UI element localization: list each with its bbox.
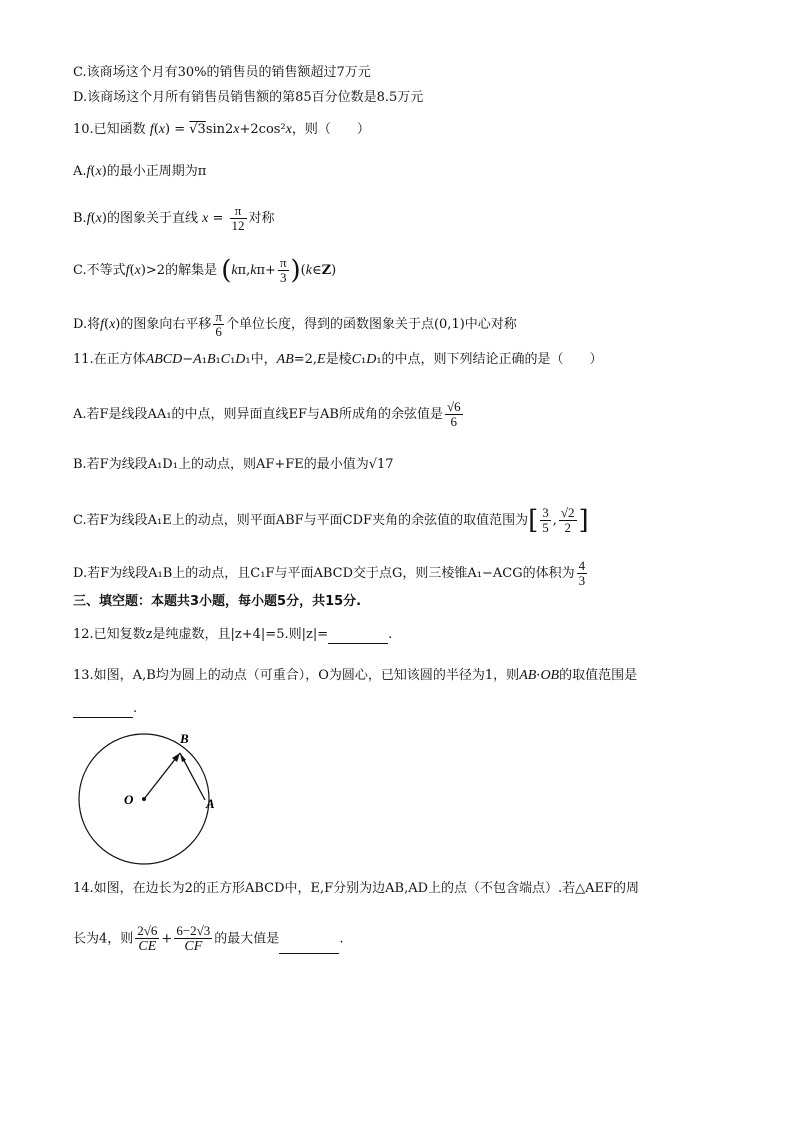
center-point — [142, 797, 146, 801]
question-13: 13.如图，A,B均为圆上的动点（可重合），O为圆心，已知该圆的半径为1，则AB·OB的取值范围是 — [73, 668, 638, 683]
answer-blank — [328, 631, 388, 644]
option-10d: D.将f(x)的图象向右平移 $\frac{\pi}{6}$ 个单位长度，得到的函数图象关于点(0,1)中心对称 — [73, 309, 517, 339]
question-14: 14.如图，在边长为2的正方形ABCD中，E,F分别为边AB,AD上的点（不包含端点）.若△AEF的周 — [73, 881, 640, 896]
label-b: B — [180, 731, 189, 746]
label-o: O — [124, 792, 134, 807]
question-14-continued: 长为4，则 $\frac{2√6}{CE}$ + $\frac{6-2√3}{CF}$ 的最大值是 . — [73, 923, 344, 954]
option-10a: A.f(x)的最小正周期为π — [73, 164, 207, 179]
label-a: A — [206, 796, 215, 811]
option-10b: B.f(x)的图象关于直线 x = $\frac{\pi}{12}$ 对称 — [73, 203, 275, 233]
question-11: 11.在正方体ABCD−A₁B₁C₁D₁中，AB=2,E是棱C₁D₁的中点，则下列结论正确的是（ ） — [73, 352, 603, 367]
circle-figure — [76, 728, 226, 868]
option-9d: D.该商场这个月所有销售员销售额的第85百分位数是8.5万元 — [73, 90, 424, 105]
option-11c: C.若F为线段A₁E上的动点，则平面ABF与平面CDF夹角的余弦值的取值范围为[ $\frac{3}{5}$ , $\frac{√2}{2}$ ] — [73, 505, 589, 536]
option-10c: C.不等式f(x)>2的解集是 (kπ,kπ+ $\frac{\pi}{3}$ )(k∈Z) — [73, 255, 337, 286]
option-9c: C.该商场这个月有30%的销售员的销售额超过7万元 — [73, 65, 371, 80]
question-12: 12.已知复数z是纯虚数，且|z+4|=5.则|z|= . — [73, 627, 393, 642]
option-11a: A.若F是线段AA₁的中点，则异面直线EF与AB所成角的余弦值是 $\frac{√6}{6}$ — [73, 399, 461, 429]
section-heading: 三、填空题：本题共3小题，每小题5分，共15分. — [73, 594, 362, 609]
question-13-blank: . — [73, 700, 137, 718]
arrow-ab — [180, 753, 186, 762]
question-10: 10.已知函数 f(x) = √3sin2x+2cos²x，则（ ） — [73, 122, 370, 137]
option-11b: B.若F为线段A₁D₁上的动点，则AF+FE的最小值为√17 — [73, 457, 394, 472]
option-11d: D.若F为线段A₁B上的动点，且C₁F与平面ABCD交于点G，则三棱锥A₁−ACG的体积为 $\frac{4}{3}$ — [73, 558, 586, 588]
